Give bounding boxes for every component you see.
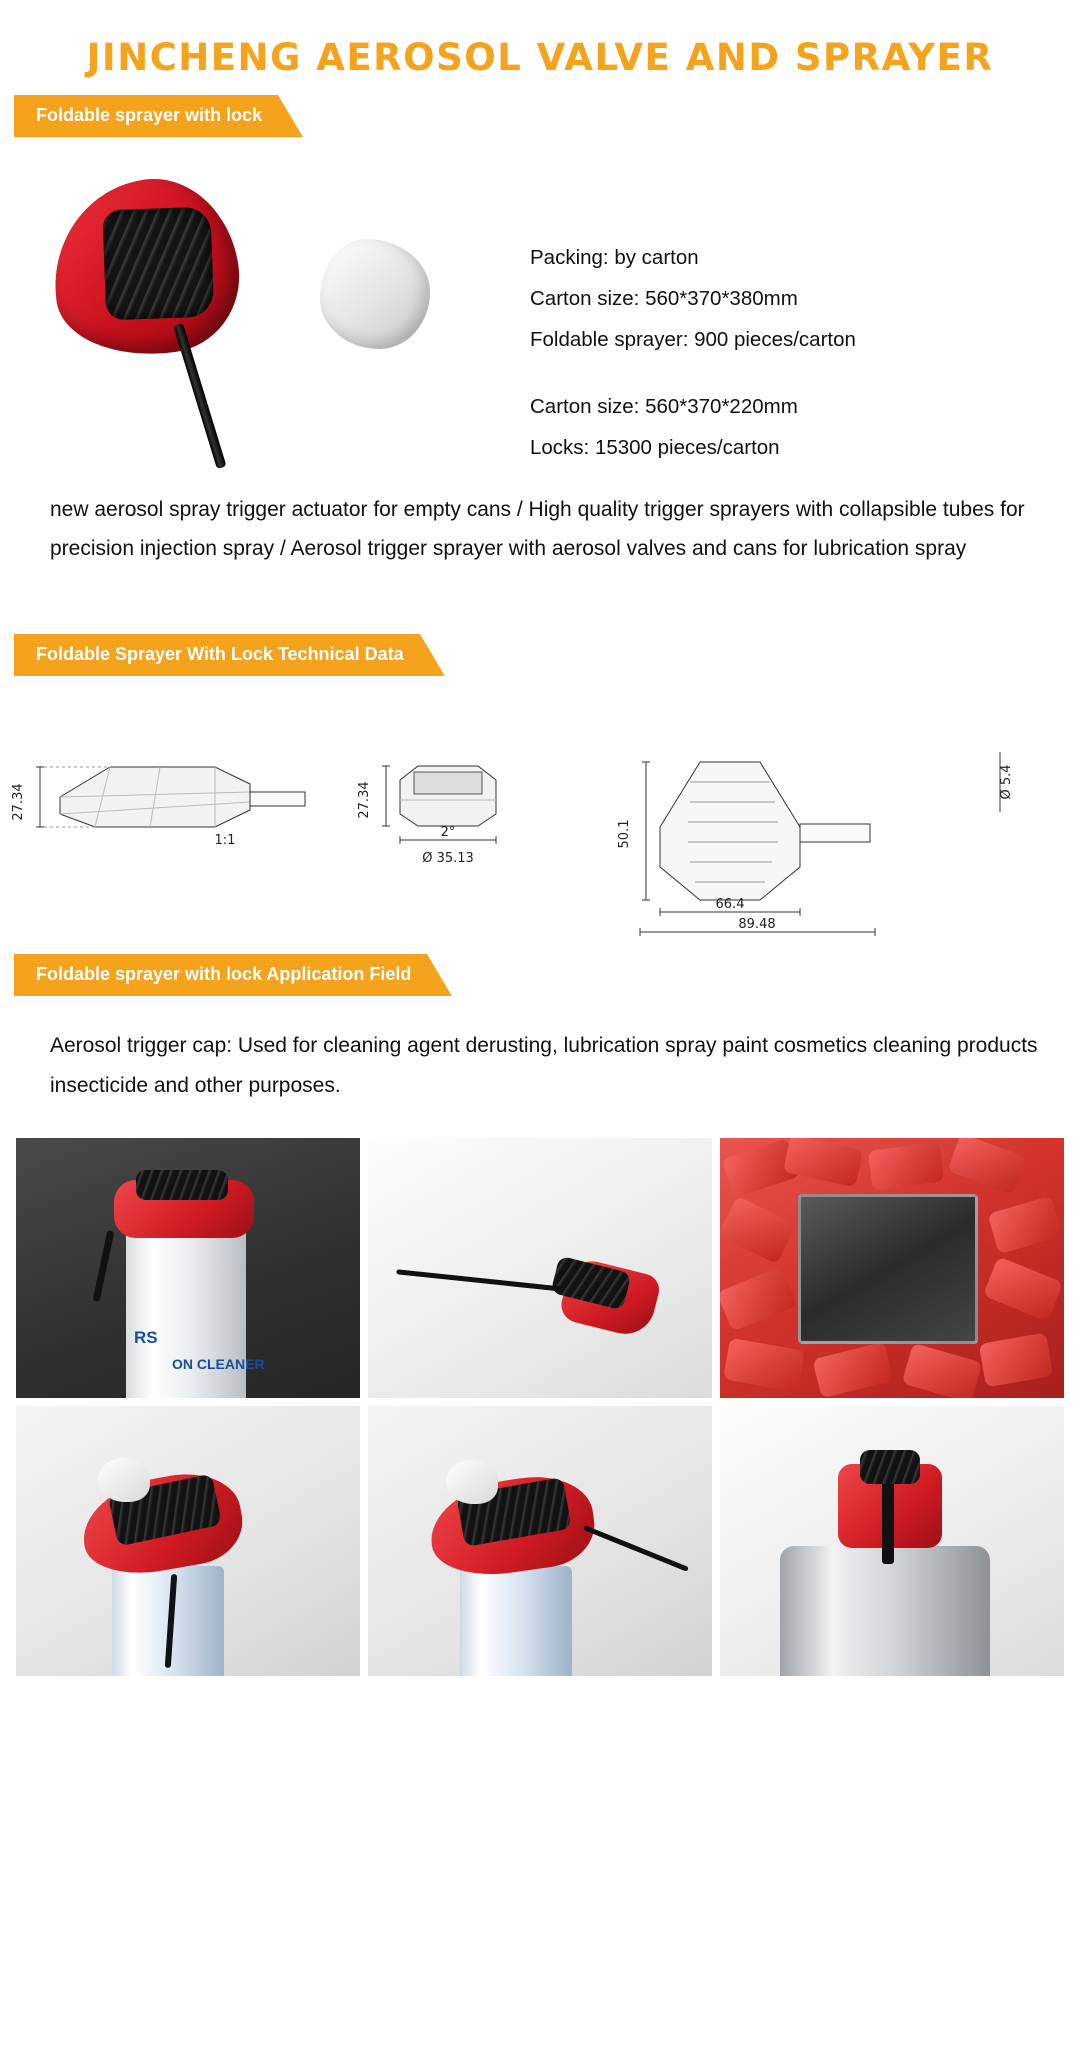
can-label-text: RS: [134, 1327, 158, 1347]
product-overview: [0, 143, 1080, 477]
photo-gallery: [0, 1130, 1080, 1700]
dim-front-diameter: Ø 35.13: [422, 851, 474, 867]
packing-info: [530, 167, 856, 468]
spacer: [530, 360, 856, 386]
sprayer-bellows: [102, 206, 214, 320]
section-tab-application-label: Foldable sprayer with lock Application Field: [14, 954, 453, 996]
drawing-front-view: [382, 766, 496, 844]
product-photo: [0, 167, 530, 477]
packing-line: Packing: by carton: [530, 245, 699, 269]
dim-top-width: 66.4: [715, 897, 745, 913]
gallery-item-metal-can-closeup: [720, 1406, 1064, 1676]
gallery-item-blue-can-left: [16, 1406, 360, 1676]
lock-cap-illustration: [320, 239, 430, 349]
technical-drawings: [0, 682, 1080, 942]
dim-scale: 1:1: [214, 833, 236, 849]
packing-line: Carton size: 560*370*380mm: [530, 286, 798, 310]
gallery-item-blue-can-right: [368, 1406, 712, 1676]
product-description: new aerosol spray trigger actuator for empty cans / High quality trigger sprayers with collapsible tubes for precision injection spray / Aerosol trigger sprayer with aerosol valves and cans for lubrication spray: [50, 497, 1025, 560]
can-label-subtext: ON CLEANER: [172, 1355, 265, 1372]
gallery-item-bulk-carton: [720, 1138, 1064, 1398]
section-tab-technical: [0, 634, 1080, 676]
page-title: JINCHENG AEROSOL VALVE AND SPRAYER: [86, 36, 994, 79]
packing-line: Foldable sprayer: 900 pieces/carton: [530, 327, 856, 351]
section-tab-application: [0, 954, 1080, 996]
sprayer-nozzle-tube: [173, 323, 226, 469]
section-tab-technical-label: Foldable Sprayer With Lock Technical Data: [14, 634, 446, 676]
dim-nozzle-diameter: Ø 5.4: [999, 764, 1014, 800]
dim-front-height: 27.34: [357, 781, 372, 819]
packing-line: Locks: 15300 pieces/carton: [530, 435, 780, 459]
foldable-sprayer-illustration: [42, 162, 299, 402]
dim-top-height: 50.1: [617, 819, 632, 849]
packing-line: Carton size: 560*370*220mm: [530, 394, 798, 418]
dim-angle: 2°: [440, 825, 456, 841]
gallery-item-sprayer-on-can-dark: [16, 1138, 360, 1398]
drawing-side-view: [36, 767, 305, 827]
technical-drawing-svg: [0, 722, 1080, 952]
dim-side-height: 27.34: [11, 783, 26, 821]
gallery-item-sprayer-with-tube: [368, 1138, 712, 1398]
section-tab-product-label: Foldable sprayer with lock: [14, 95, 304, 137]
drawing-top-view: [640, 752, 1000, 936]
section-tab-product: [0, 95, 1080, 137]
application-text: Aerosol trigger cap: Used for cleaning agent derusting, lubrication spray paint cosmetics cleaning products insecticide and other purposes.: [50, 1034, 1038, 1097]
dim-total-width: 89.48: [738, 917, 776, 933]
